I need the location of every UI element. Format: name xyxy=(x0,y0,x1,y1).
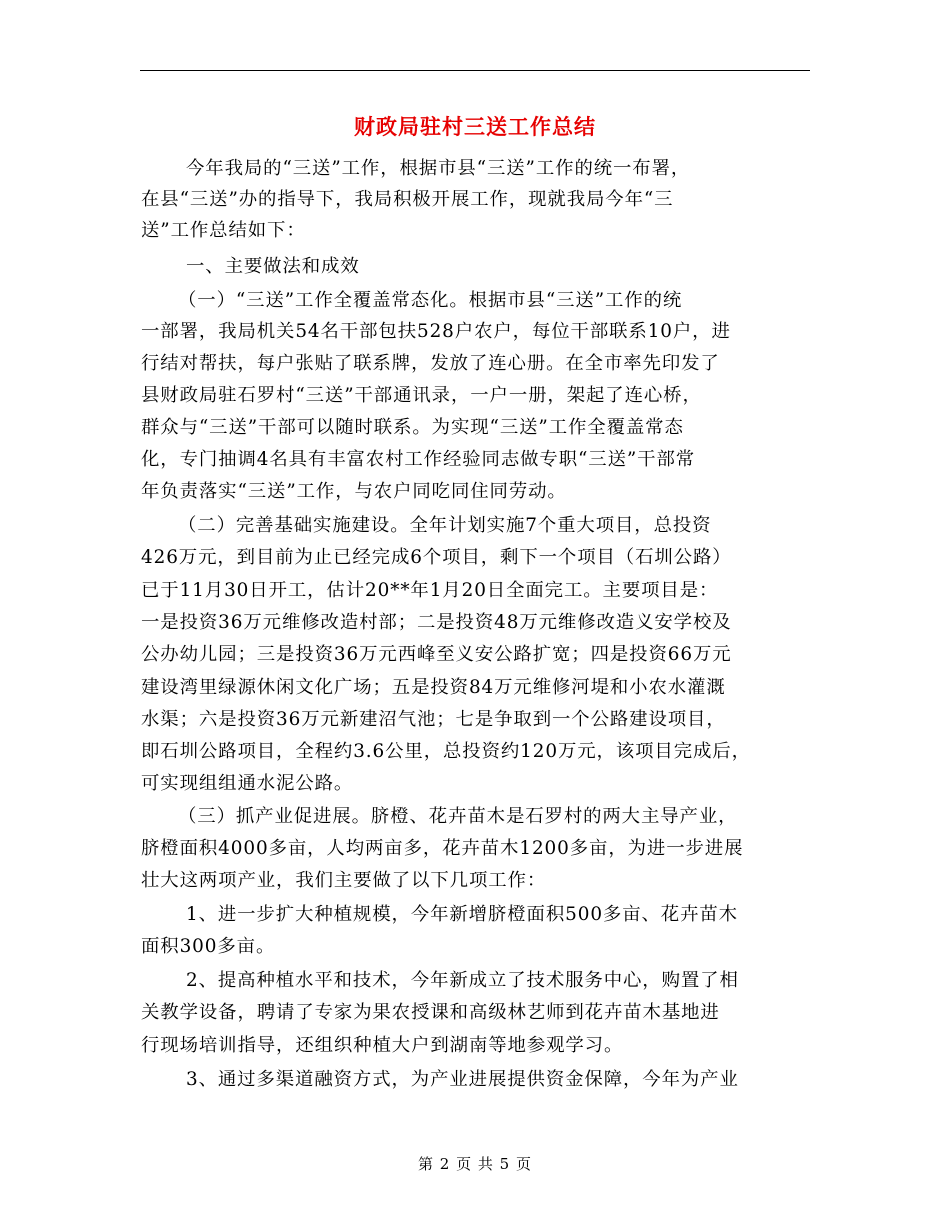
list-item: 1、进一步扩大种植规模，今年新增脐橙面积500多亩、花卉苗木 xyxy=(186,904,738,925)
subsection-heading: （一）“三送”工作全覆盖常态化。根据市县“三送”工作的统 xyxy=(178,290,683,311)
text-line: 水渠；六是投资36万元新建沼气池；七是争取到一个公路建设项目， xyxy=(141,709,726,730)
text-line: 行结对帮扶，每户张贴了联系牌，发放了连心册。在全市率先印发了 xyxy=(141,353,720,374)
header-rule xyxy=(140,70,810,71)
text-line: 今年我局的“三送”工作，根据市县“三送”工作的统一布署， xyxy=(186,158,691,179)
text-line: 建设湾里绿源休闲文化广场；五是投资84万元维修河堤和小农水灌溉 xyxy=(141,677,726,698)
text-line: 已于11月30日开工，估计20**年1月20日全面完工。主要项目是： xyxy=(141,580,719,601)
subsection-heading: （二）完善基础实施建设。全年计划实施7个重大项目，总投资 xyxy=(178,515,712,536)
text-line: 426万元，到目前为止已经完成6个项目，剩下一个项目（石圳公路） xyxy=(141,547,732,568)
subsection-heading: （三）抓产业促进展。脐橙、花卉苗木是石罗村的两大主导产业， xyxy=(178,806,738,827)
text-line: 一是投资36万元维修改造村部；二是投资48万元维修改造义安学校及 xyxy=(141,612,732,633)
text-line: 即石圳公路项目，全程约3.6公里，总投资约120万元，该项目完成后， xyxy=(141,741,751,762)
text-line: 年负责落实“三送”工作，与农户同吃同住同劳动。 xyxy=(141,481,567,502)
document-title: 财政局驻村三送工作总结 xyxy=(354,114,596,139)
text-line: 群众与“三送”干部可以随时联系。为实现“三送”工作全覆盖常态 xyxy=(141,417,684,438)
page-footer: 第 2 页 共 5 页 xyxy=(418,1155,532,1173)
section-heading: 一、主要做法和成效 xyxy=(186,256,360,277)
text-line: 一部署，我局机关54名干部包扶528户农户，每位干部联系10户，进 xyxy=(141,321,731,342)
text-line: 壮大这两项产业，我们主要做了以下几项工作： xyxy=(141,870,547,891)
list-item: 2、提高种植水平和技术，今年新成立了技术服务中心，购置了相 xyxy=(186,970,739,991)
text-line: 送”工作总结如下： xyxy=(141,220,306,241)
text-line: 面积300多亩。 xyxy=(141,936,276,957)
text-line: 脐橙面积4000多亩，人均两亩多，花卉苗木1200多亩，为进一步进展 xyxy=(141,838,744,859)
text-line: 县财政局驻石罗村“三送”干部通讯录，一户一册，架起了连心桥， xyxy=(141,385,702,406)
text-line: 化，专门抽调4名具有丰富农村工作经验同志做专职“三送”干部常 xyxy=(141,449,696,470)
text-line: 关教学设备，聘请了专家为果农授课和高级林艺师到花卉苗木基地进 xyxy=(141,1002,720,1023)
text-line: 公办幼儿园；三是投资36万元西峰至义安公路扩宽；四是投资66万元 xyxy=(141,644,732,665)
text-line: 在县“三送”办的指导下，我局积极开展工作，现就我局今年“三 xyxy=(141,189,674,210)
text-line: 行现场培训指导，还组织种植大户到湖南等地参观学习。 xyxy=(141,1035,624,1056)
list-item: 3、通过多渠道融资方式，为产业进展提供资金保障，今年为产业 xyxy=(186,1069,739,1090)
text-line: 可实现组组通水泥公路。 xyxy=(141,773,354,794)
